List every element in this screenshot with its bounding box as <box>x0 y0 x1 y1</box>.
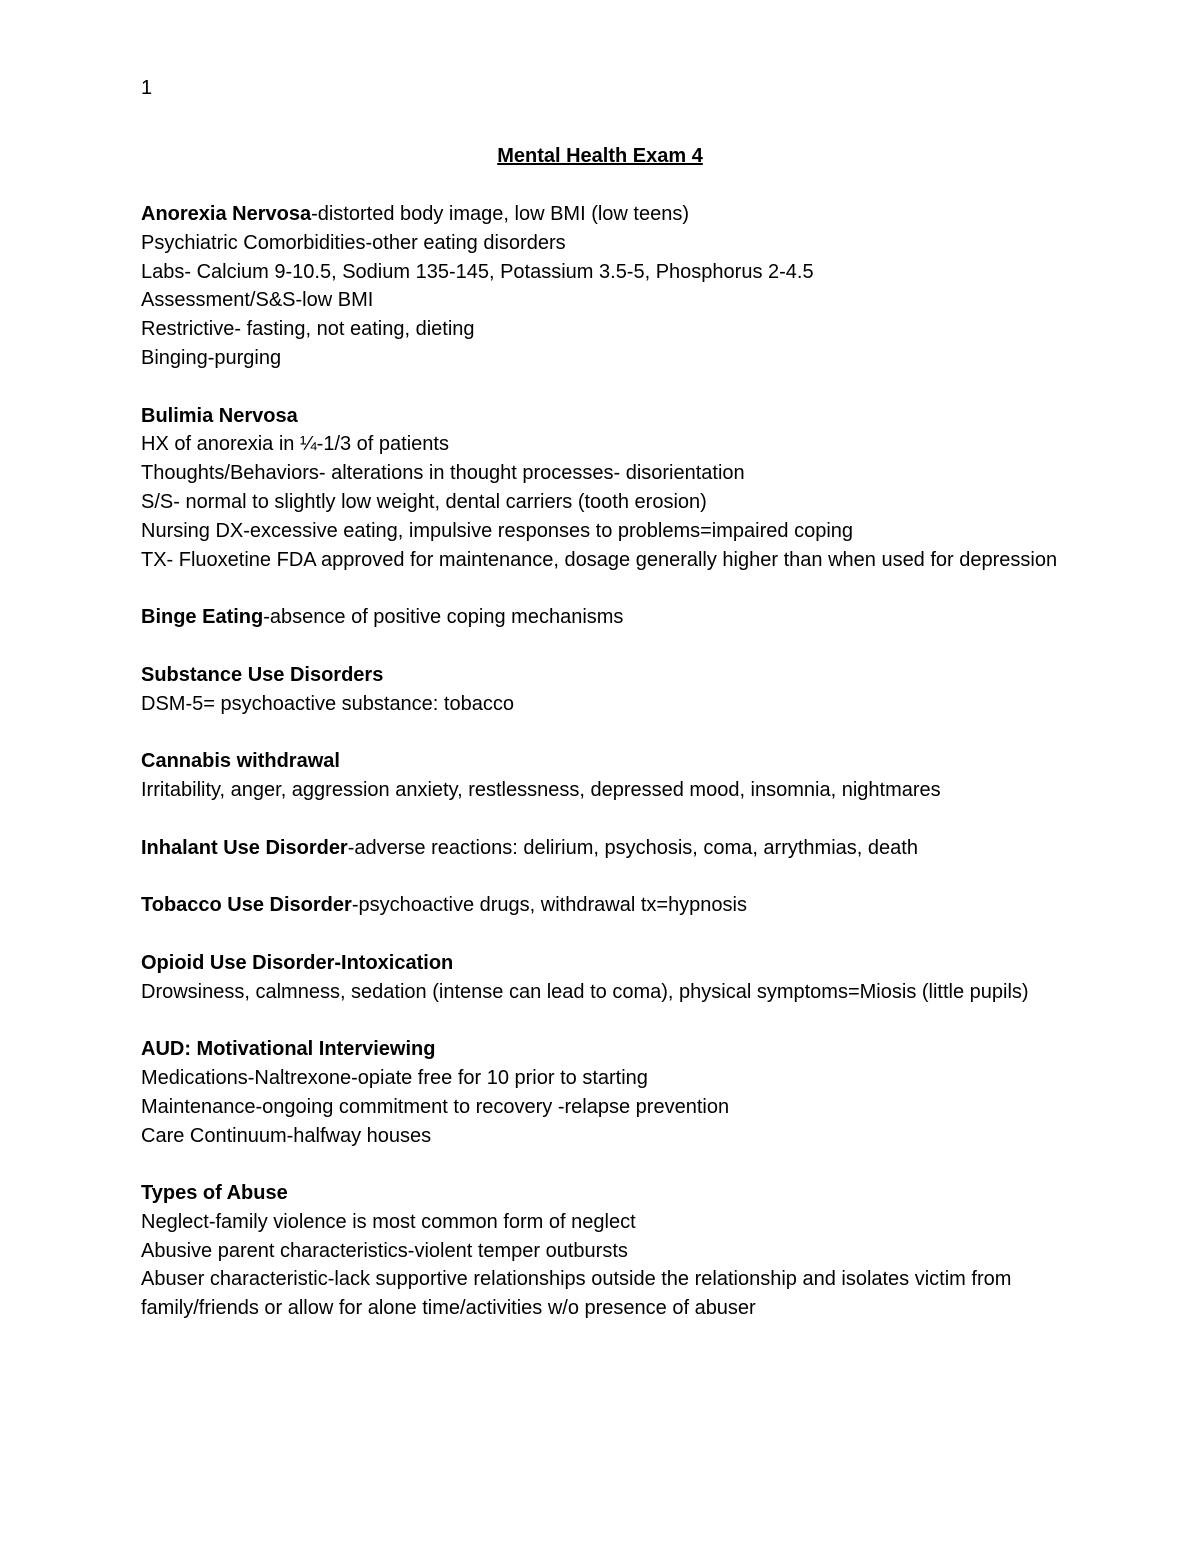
section-line: Abusive parent characteristics-violent temper outbursts <box>141 1239 628 1262</box>
section-line: Restrictive- fasting, not eating, dieting <box>141 318 475 341</box>
section-line: Binging-purging <box>141 346 282 369</box>
section-heading-line <box>141 834 1061 863</box>
section-bulimia-nervosa <box>141 402 1061 575</box>
section-line: Assessment/S&S-low BMI <box>141 289 374 312</box>
section-line: DSM-5= psychoactive substance: tobacco <box>141 692 514 715</box>
section-heading: Cannabis withdrawal <box>141 750 340 773</box>
section-heading-tail: -psychoactive drugs, withdrawal tx=hypnosis <box>351 894 747 917</box>
section-aud-motivational-interviewing <box>141 1035 1061 1150</box>
section-line: Care Continuum-halfway houses <box>141 1124 432 1147</box>
section-heading: Opioid Use Disorder-Intoxication <box>141 951 454 974</box>
section-heading: Substance Use Disorders <box>141 663 384 686</box>
section-line: TX- Fluoxetine FDA approved for maintenance, dosage generally higher than when used for depression <box>141 548 1058 571</box>
section-heading-tail: -absence of positive coping mechanisms <box>263 606 624 629</box>
section-line: S/S- normal to slightly low weight, dental carriers (tooth erosion) <box>141 490 707 513</box>
section-line: Thoughts/Behaviors- alterations in thought processes- disorientation <box>141 462 745 485</box>
section-heading-line <box>141 200 1061 229</box>
document-body <box>141 200 1061 1352</box>
section-line: Labs- Calcium 9-10.5, Sodium 135-145, Potassium 3.5-5, Phosphorus 2-4.5 <box>141 260 814 283</box>
section-tobacco-use-disorder <box>141 891 1061 920</box>
section-heading-line <box>141 603 1061 632</box>
section-heading: Binge Eating <box>141 606 264 629</box>
section-line: Nursing DX-excessive eating, impulsive responses to problems=impaired coping <box>141 519 854 542</box>
section-heading-line <box>141 891 1061 920</box>
section-heading: Bulimia Nervosa <box>141 404 298 427</box>
section-opioid-use-disorder <box>141 949 1061 1007</box>
section-line: Neglect-family violence is most common form of neglect <box>141 1210 636 1233</box>
section-line: Drowsiness, calmness, sedation (intense can lead to coma), physical symptoms=Miosis (little pupils) <box>141 980 1029 1003</box>
section-heading-tail: -distorted body image, low BMI (low teens) <box>311 203 690 225</box>
section-line: Psychiatric Comorbidities-other eating disorders <box>141 231 566 254</box>
section-line: Irritability, anger, aggression anxiety, restlessness, depressed mood, insomnia, nightmares <box>141 778 941 801</box>
section-heading: Inhalant Use Disorder <box>141 836 348 859</box>
section-binge-eating <box>141 603 1061 632</box>
page-number: 1 <box>141 77 153 99</box>
section-line: Maintenance-ongoing commitment to recovery -relapse prevention <box>141 1095 730 1118</box>
section-heading: AUD: Motivational Interviewing <box>141 1038 436 1061</box>
section-line: Medications-Naltrexone-opiate free for 10 prior to starting <box>141 1066 648 1089</box>
document-title: Mental Health Exam 4 <box>497 145 703 167</box>
section-line: Abuser characteristic-lack supportive relationships outside the relationship and isolates victim from family/friends or allow for alone time/activities w/o presence of abuser <box>141 1268 1012 1320</box>
section-line: HX of anorexia in ¼-1/3 of patients <box>141 433 449 456</box>
section-substance-use-disorders <box>141 661 1061 719</box>
section-heading: Types of Abuse <box>141 1182 288 1205</box>
section-types-of-abuse <box>141 1179 1061 1323</box>
section-heading: Tobacco Use Disorder <box>141 894 352 917</box>
section-heading-tail: -adverse reactions: delirium, psychosis, coma, arrythmias, death <box>347 836 918 859</box>
section-cannabis-withdrawal <box>141 747 1061 805</box>
section-anorexia-nervosa <box>141 200 1061 373</box>
section-heading: Anorexia Nervosa <box>141 203 312 225</box>
section-inhalant-use-disorder <box>141 834 1061 863</box>
